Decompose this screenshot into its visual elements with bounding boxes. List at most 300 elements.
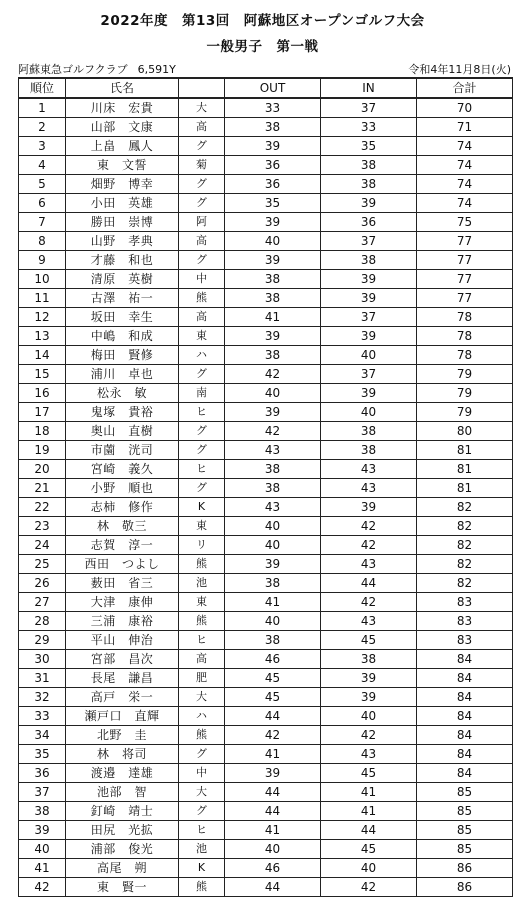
out-score-cell: 41	[225, 308, 321, 327]
player-name-cell: 池部 智	[66, 783, 179, 802]
out-score-cell: 36	[225, 175, 321, 194]
table-row	[19, 346, 513, 365]
club-cell: 池	[179, 840, 225, 859]
in-score-cell: 44	[321, 821, 417, 840]
out-score-cell: 38	[225, 631, 321, 650]
rank-cell: 27	[19, 593, 66, 612]
out-score-cell: 39	[225, 555, 321, 574]
out-score-cell: 44	[225, 783, 321, 802]
in-score-cell: 39	[321, 498, 417, 517]
player-name-cell: 川床 宏貴	[66, 98, 179, 118]
club-cell: 東	[179, 327, 225, 346]
total-score-cell: 85	[417, 821, 513, 840]
in-score-cell: 37	[321, 365, 417, 384]
table-header-row	[19, 78, 513, 98]
rank-cell: 9	[19, 251, 66, 270]
rank-cell: 17	[19, 403, 66, 422]
player-name-cell: 宮崎 義久	[66, 460, 179, 479]
column-header-rank: 順位	[19, 78, 66, 98]
in-score-cell: 37	[321, 232, 417, 251]
total-score-cell: 74	[417, 175, 513, 194]
table-row	[19, 232, 513, 251]
in-score-cell: 43	[321, 479, 417, 498]
out-score-cell: 44	[225, 878, 321, 897]
out-score-cell: 44	[225, 707, 321, 726]
club-cell: ヒ	[179, 460, 225, 479]
table-row	[19, 327, 513, 346]
out-score-cell: 40	[225, 384, 321, 403]
column-header-out: OUT	[225, 78, 321, 98]
in-score-cell: 42	[321, 593, 417, 612]
total-score-cell: 79	[417, 403, 513, 422]
total-score-cell: 74	[417, 156, 513, 175]
in-score-cell: 38	[321, 175, 417, 194]
table-row	[19, 688, 513, 707]
club-cell: 東	[179, 517, 225, 536]
in-score-cell: 42	[321, 517, 417, 536]
table-row	[19, 365, 513, 384]
rank-cell: 25	[19, 555, 66, 574]
total-score-cell: 79	[417, 365, 513, 384]
rank-cell: 3	[19, 137, 66, 156]
table-row	[19, 118, 513, 137]
out-score-cell: 45	[225, 669, 321, 688]
in-score-cell: 42	[321, 536, 417, 555]
total-score-cell: 83	[417, 612, 513, 631]
in-score-cell: 43	[321, 612, 417, 631]
total-score-cell: 83	[417, 631, 513, 650]
player-name-cell: 高戸 栄一	[66, 688, 179, 707]
total-score-cell: 81	[417, 479, 513, 498]
table-row	[19, 745, 513, 764]
out-score-cell: 35	[225, 194, 321, 213]
club-cell: ヒ	[179, 403, 225, 422]
club-cell: 高	[179, 232, 225, 251]
club-cell: 高	[179, 650, 225, 669]
club-cell: グ	[179, 479, 225, 498]
player-name-cell: 松永 敏	[66, 384, 179, 403]
player-name-cell: 東 賢一	[66, 878, 179, 897]
in-score-cell: 43	[321, 460, 417, 479]
table-row	[19, 574, 513, 593]
table-row	[19, 213, 513, 232]
total-score-cell: 77	[417, 251, 513, 270]
table-row	[19, 859, 513, 878]
total-score-cell: 86	[417, 859, 513, 878]
in-score-cell: 38	[321, 422, 417, 441]
total-score-cell: 78	[417, 346, 513, 365]
total-score-cell: 84	[417, 764, 513, 783]
total-score-cell: 77	[417, 232, 513, 251]
total-score-cell: 84	[417, 688, 513, 707]
player-name-cell: 清原 英樹	[66, 270, 179, 289]
total-score-cell: 74	[417, 194, 513, 213]
club-cell: 大	[179, 688, 225, 707]
in-score-cell: 39	[321, 669, 417, 688]
table-row	[19, 840, 513, 859]
rank-cell: 30	[19, 650, 66, 669]
in-score-cell: 39	[321, 688, 417, 707]
in-score-cell: 38	[321, 441, 417, 460]
rank-cell: 28	[19, 612, 66, 631]
rank-cell: 20	[19, 460, 66, 479]
in-score-cell: 40	[321, 859, 417, 878]
club-cell: グ	[179, 745, 225, 764]
club-cell: 熊	[179, 878, 225, 897]
out-score-cell: 46	[225, 859, 321, 878]
in-score-cell: 39	[321, 194, 417, 213]
out-score-cell: 38	[225, 270, 321, 289]
rank-cell: 18	[19, 422, 66, 441]
player-name-cell: 勝田 崇博	[66, 213, 179, 232]
rank-cell: 39	[19, 821, 66, 840]
table-row	[19, 289, 513, 308]
out-score-cell: 41	[225, 745, 321, 764]
table-row	[19, 422, 513, 441]
player-name-cell: 中嶋 和成	[66, 327, 179, 346]
table-row	[19, 707, 513, 726]
table-row	[19, 783, 513, 802]
club-cell: グ	[179, 175, 225, 194]
out-score-cell: 38	[225, 346, 321, 365]
player-name-cell: 志柿 修作	[66, 498, 179, 517]
rank-cell: 13	[19, 327, 66, 346]
out-score-cell: 38	[225, 460, 321, 479]
rank-cell: 7	[19, 213, 66, 232]
rank-cell: 16	[19, 384, 66, 403]
club-cell: 熊	[179, 612, 225, 631]
club-cell: 熊	[179, 289, 225, 308]
player-name-cell: 浦川 卓也	[66, 365, 179, 384]
total-score-cell: 82	[417, 574, 513, 593]
player-name-cell: 奥山 直樹	[66, 422, 179, 441]
total-score-cell: 82	[417, 517, 513, 536]
out-score-cell: 40	[225, 840, 321, 859]
in-score-cell: 37	[321, 308, 417, 327]
player-name-cell: 田尻 光拡	[66, 821, 179, 840]
in-score-cell: 38	[321, 650, 417, 669]
player-name-cell: 東 文誓	[66, 156, 179, 175]
rank-cell: 26	[19, 574, 66, 593]
player-name-cell: 高尾 朔	[66, 859, 179, 878]
player-name-cell: 釘崎 靖士	[66, 802, 179, 821]
club-cell: 池	[179, 574, 225, 593]
total-score-cell: 74	[417, 137, 513, 156]
out-score-cell: 41	[225, 821, 321, 840]
table-row	[19, 631, 513, 650]
rank-cell: 5	[19, 175, 66, 194]
course-yardage: 6,591Y	[137, 63, 176, 76]
out-score-cell: 38	[225, 574, 321, 593]
player-name-cell: 平山 伸治	[66, 631, 179, 650]
out-score-cell: 46	[225, 650, 321, 669]
in-score-cell: 35	[321, 137, 417, 156]
player-name-cell: 坂田 幸生	[66, 308, 179, 327]
table-row	[19, 612, 513, 631]
player-name-cell: 大津 康伸	[66, 593, 179, 612]
out-score-cell: 39	[225, 327, 321, 346]
table-row	[19, 308, 513, 327]
rank-cell: 37	[19, 783, 66, 802]
club-cell: K	[179, 498, 225, 517]
in-score-cell: 37	[321, 98, 417, 118]
in-score-cell: 45	[321, 840, 417, 859]
club-cell: グ	[179, 251, 225, 270]
player-name-cell: 渡邉 達雄	[66, 764, 179, 783]
rank-cell: 19	[19, 441, 66, 460]
club-cell: 中	[179, 270, 225, 289]
in-score-cell: 42	[321, 878, 417, 897]
club-cell: リ	[179, 536, 225, 555]
out-score-cell: 39	[225, 137, 321, 156]
table-row	[19, 726, 513, 745]
page-subtitle: 一般男子 第一戦	[206, 39, 319, 55]
rank-cell: 8	[19, 232, 66, 251]
rank-cell: 34	[19, 726, 66, 745]
player-name-cell: 林 敬三	[66, 517, 179, 536]
rank-cell: 10	[19, 270, 66, 289]
club-cell: 菊	[179, 156, 225, 175]
out-score-cell: 40	[225, 232, 321, 251]
club-cell: ハ	[179, 346, 225, 365]
results-body	[19, 98, 513, 897]
event-date: 令和4年11月8日(火)	[408, 63, 511, 76]
total-score-cell: 85	[417, 802, 513, 821]
club-cell: グ	[179, 365, 225, 384]
rank-cell: 29	[19, 631, 66, 650]
out-score-cell: 45	[225, 688, 321, 707]
rank-cell: 12	[19, 308, 66, 327]
in-score-cell: 40	[321, 403, 417, 422]
club-cell: 中	[179, 764, 225, 783]
rank-cell: 35	[19, 745, 66, 764]
rank-cell: 11	[19, 289, 66, 308]
in-score-cell: 36	[321, 213, 417, 232]
rank-cell: 36	[19, 764, 66, 783]
club-cell: グ	[179, 194, 225, 213]
club-cell: ハ	[179, 707, 225, 726]
rank-cell: 14	[19, 346, 66, 365]
out-score-cell: 38	[225, 289, 321, 308]
in-score-cell: 41	[321, 802, 417, 821]
table-row	[19, 156, 513, 175]
out-score-cell: 43	[225, 441, 321, 460]
club-cell: 南	[179, 384, 225, 403]
player-name-cell: 長尾 謙昌	[66, 669, 179, 688]
club-cell: グ	[179, 441, 225, 460]
total-score-cell: 77	[417, 289, 513, 308]
rank-cell: 31	[19, 669, 66, 688]
total-score-cell: 75	[417, 213, 513, 232]
out-score-cell: 44	[225, 802, 321, 821]
rank-cell: 4	[19, 156, 66, 175]
club-cell: 大	[179, 98, 225, 118]
player-name-cell: 市薗 洸司	[66, 441, 179, 460]
out-score-cell: 36	[225, 156, 321, 175]
in-score-cell: 38	[321, 251, 417, 270]
table-row	[19, 650, 513, 669]
rank-cell: 21	[19, 479, 66, 498]
table-row	[19, 384, 513, 403]
out-score-cell: 40	[225, 517, 321, 536]
table-row	[19, 137, 513, 156]
in-score-cell: 45	[321, 764, 417, 783]
total-score-cell: 84	[417, 745, 513, 764]
total-score-cell: 86	[417, 878, 513, 897]
total-score-cell: 80	[417, 422, 513, 441]
table-row	[19, 555, 513, 574]
rank-cell: 23	[19, 517, 66, 536]
total-score-cell: 78	[417, 308, 513, 327]
in-score-cell: 39	[321, 327, 417, 346]
club-cell: 高	[179, 308, 225, 327]
total-score-cell: 79	[417, 384, 513, 403]
club-cell: ヒ	[179, 631, 225, 650]
in-score-cell: 42	[321, 726, 417, 745]
rank-cell: 38	[19, 802, 66, 821]
out-score-cell: 39	[225, 403, 321, 422]
rank-cell: 15	[19, 365, 66, 384]
in-score-cell: 41	[321, 783, 417, 802]
table-row	[19, 821, 513, 840]
rank-cell: 32	[19, 688, 66, 707]
page-title: 2022年度 第13回 阿蘇地区オープンゴルフ大会	[100, 13, 425, 29]
out-score-cell: 38	[225, 479, 321, 498]
column-header-in: IN	[321, 78, 417, 98]
out-score-cell: 40	[225, 612, 321, 631]
table-row	[19, 498, 513, 517]
club-cell: グ	[179, 802, 225, 821]
out-score-cell: 39	[225, 251, 321, 270]
column-header-total: 合計	[417, 78, 513, 98]
table-row	[19, 517, 513, 536]
player-name-cell: 畑野 博幸	[66, 175, 179, 194]
player-name-cell: 西田 つよし	[66, 555, 179, 574]
club-cell: グ	[179, 137, 225, 156]
table-row	[19, 802, 513, 821]
out-score-cell: 40	[225, 536, 321, 555]
player-name-cell: 古澤 祐一	[66, 289, 179, 308]
out-score-cell: 38	[225, 118, 321, 137]
in-score-cell: 43	[321, 745, 417, 764]
in-score-cell: 45	[321, 631, 417, 650]
table-row	[19, 98, 513, 118]
club-cell: 熊	[179, 726, 225, 745]
rank-cell: 42	[19, 878, 66, 897]
out-score-cell: 42	[225, 422, 321, 441]
club-cell: 阿	[179, 213, 225, 232]
out-score-cell: 41	[225, 593, 321, 612]
club-cell: K	[179, 859, 225, 878]
player-name-cell: 林 将司	[66, 745, 179, 764]
out-score-cell: 43	[225, 498, 321, 517]
table-row	[19, 251, 513, 270]
out-score-cell: 42	[225, 365, 321, 384]
total-score-cell: 71	[417, 118, 513, 137]
player-name-cell: 山野 孝典	[66, 232, 179, 251]
total-score-cell: 85	[417, 840, 513, 859]
rank-cell: 6	[19, 194, 66, 213]
in-score-cell: 39	[321, 289, 417, 308]
rank-cell: 22	[19, 498, 66, 517]
out-score-cell: 39	[225, 213, 321, 232]
in-score-cell: 39	[321, 384, 417, 403]
total-score-cell: 70	[417, 98, 513, 118]
in-score-cell: 38	[321, 156, 417, 175]
player-name-cell: 北野 圭	[66, 726, 179, 745]
table-row	[19, 194, 513, 213]
player-name-cell: 上畠 鳳人	[66, 137, 179, 156]
total-score-cell: 84	[417, 650, 513, 669]
column-header-name: 氏名	[66, 78, 179, 98]
rank-cell: 40	[19, 840, 66, 859]
out-score-cell: 33	[225, 98, 321, 118]
rank-cell: 1	[19, 98, 66, 118]
club-cell: 東	[179, 593, 225, 612]
table-row	[19, 593, 513, 612]
out-score-cell: 39	[225, 764, 321, 783]
total-score-cell: 82	[417, 498, 513, 517]
club-cell: ヒ	[179, 821, 225, 840]
total-score-cell: 82	[417, 555, 513, 574]
player-name-cell: 才藤 和也	[66, 251, 179, 270]
total-score-cell: 81	[417, 441, 513, 460]
player-name-cell: 鬼塚 貴裕	[66, 403, 179, 422]
total-score-cell: 77	[417, 270, 513, 289]
club-cell: グ	[179, 422, 225, 441]
total-score-cell: 84	[417, 707, 513, 726]
rank-cell: 33	[19, 707, 66, 726]
rank-cell: 24	[19, 536, 66, 555]
course-name: 阿蘇東急ゴルフクラブ	[18, 63, 128, 76]
player-name-cell: 浦部 俊光	[66, 840, 179, 859]
in-score-cell: 44	[321, 574, 417, 593]
table-row	[19, 479, 513, 498]
table-row	[19, 441, 513, 460]
player-name-cell: 三浦 康裕	[66, 612, 179, 631]
in-score-cell: 40	[321, 707, 417, 726]
table-row	[19, 403, 513, 422]
player-name-cell: 小田 英雄	[66, 194, 179, 213]
player-name-cell: 志賀 淳一	[66, 536, 179, 555]
total-score-cell: 78	[417, 327, 513, 346]
rank-cell: 2	[19, 118, 66, 137]
player-name-cell: 小野 順也	[66, 479, 179, 498]
player-name-cell: 宮部 昌次	[66, 650, 179, 669]
table-row	[19, 270, 513, 289]
table-row	[19, 764, 513, 783]
table-row	[19, 536, 513, 555]
total-score-cell: 84	[417, 726, 513, 745]
total-score-cell: 85	[417, 783, 513, 802]
out-score-cell: 42	[225, 726, 321, 745]
total-score-cell: 83	[417, 593, 513, 612]
player-name-cell: 瀬戸口 直輝	[66, 707, 179, 726]
column-header-club	[179, 78, 225, 98]
player-name-cell: 薮田 省三	[66, 574, 179, 593]
player-name-cell: 山部 文康	[66, 118, 179, 137]
rank-cell: 41	[19, 859, 66, 878]
club-cell: 肥	[179, 669, 225, 688]
player-name-cell: 梅田 賢修	[66, 346, 179, 365]
table-row	[19, 669, 513, 688]
total-score-cell: 82	[417, 536, 513, 555]
in-score-cell: 43	[321, 555, 417, 574]
club-cell: 大	[179, 783, 225, 802]
results-table	[18, 77, 513, 897]
in-score-cell: 33	[321, 118, 417, 137]
club-cell: 熊	[179, 555, 225, 574]
